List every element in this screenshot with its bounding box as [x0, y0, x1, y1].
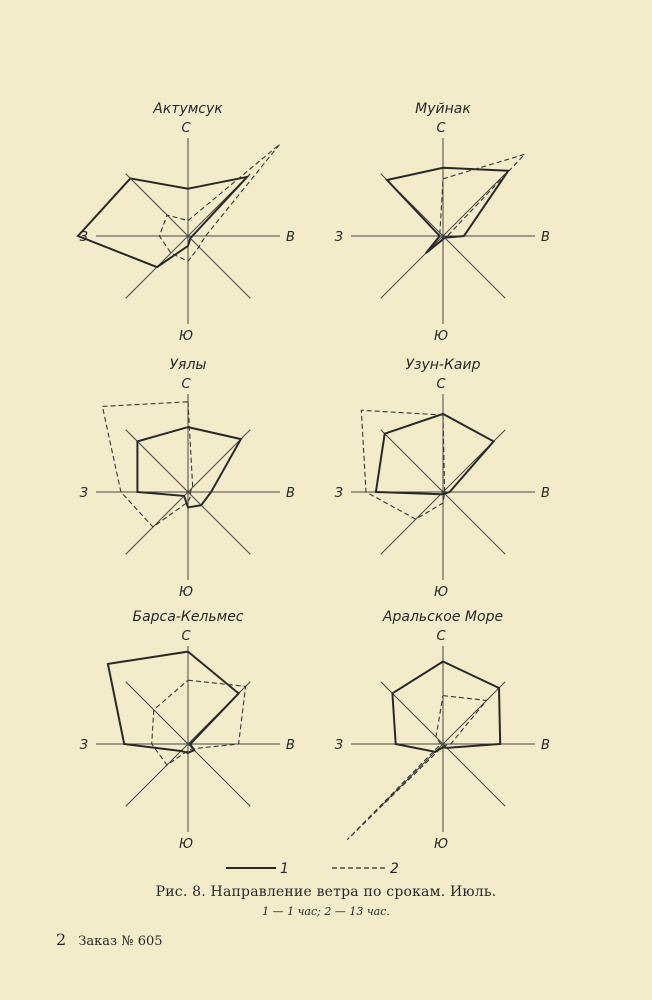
station-title: Узун-Каир: [405, 357, 481, 373]
wind-roses: [78, 101, 550, 852]
label-east: В: [541, 738, 550, 753]
axis-diagonal: [443, 744, 505, 806]
series-2-polygon: [347, 696, 486, 840]
axis-diagonal: [381, 744, 443, 806]
series-1-polygon: [137, 427, 241, 507]
wind-rose: [335, 101, 550, 344]
wind-rose: [80, 609, 295, 852]
order-number: Заказ № 605: [78, 934, 163, 949]
figure-caption: Рис. 8. Направление ветра по срокам. Июль.: [155, 884, 497, 900]
station-title: Барса-Кельмес: [132, 609, 244, 625]
label-west: З: [79, 738, 88, 753]
label-north: С: [436, 629, 446, 644]
station-title: Уялы: [169, 357, 207, 373]
axis-diagonal: [443, 682, 505, 744]
label-east: В: [286, 486, 295, 501]
label-north: С: [436, 377, 446, 392]
axis-diagonal: [126, 430, 188, 492]
series-1-polygon: [108, 652, 239, 753]
page-number: 2: [56, 930, 67, 949]
wind-rose: [80, 357, 295, 600]
series-2-polygon: [152, 680, 246, 765]
axis-diagonal: [443, 174, 505, 236]
axis-diagonal: [188, 744, 250, 806]
series-1-polygon: [78, 177, 247, 267]
wind-rose: [78, 101, 295, 344]
label-south: Ю: [433, 329, 449, 344]
series-1-polygon: [392, 662, 500, 752]
station-title: Актумсук: [153, 101, 223, 117]
axis-diagonal: [443, 492, 505, 554]
series-2-polygon: [159, 144, 279, 261]
label-west: З: [334, 738, 343, 753]
label-north: С: [181, 377, 191, 392]
label-east: В: [541, 486, 550, 501]
label-south: Ю: [178, 837, 194, 852]
legend-number-1: 1: [280, 861, 289, 877]
axis-diagonal: [381, 492, 443, 554]
wind-rose: [335, 357, 550, 600]
label-east: В: [286, 738, 295, 753]
axis-diagonal: [126, 744, 188, 806]
label-east: В: [286, 230, 295, 245]
axis-diagonal: [188, 492, 250, 554]
label-south: Ю: [178, 585, 194, 600]
label-south: Ю: [433, 585, 449, 600]
axis-diagonal: [381, 682, 443, 744]
axis-diagonal: [188, 236, 250, 298]
axis-diagonal: [443, 430, 505, 492]
figure-subcaption: 1 — 1 час; 2 — 13 час.: [262, 905, 390, 918]
label-west: З: [79, 230, 88, 245]
label-west: З: [79, 486, 88, 501]
axis-diagonal: [443, 236, 505, 298]
axis-diagonal: [381, 430, 443, 492]
axis-diagonal: [126, 682, 188, 744]
station-title: Муйнак: [415, 101, 471, 117]
label-north: С: [181, 629, 191, 644]
axis-diagonal: [381, 236, 443, 298]
page-footer: [56, 930, 163, 949]
label-east: В: [541, 230, 550, 245]
station-title: Аральское Море: [382, 609, 504, 625]
label-west: З: [334, 230, 343, 245]
series-2-polygon: [102, 402, 192, 527]
label-north: С: [436, 121, 446, 136]
legend-number-2: 2: [390, 861, 399, 877]
wind-rose: [335, 609, 550, 852]
figure-legend: [226, 861, 399, 877]
label-south: Ю: [433, 837, 449, 852]
series-1-polygon: [376, 414, 494, 494]
label-north: С: [181, 121, 191, 136]
axis-diagonal: [126, 492, 188, 554]
label-south: Ю: [178, 329, 194, 344]
label-west: З: [334, 486, 343, 501]
